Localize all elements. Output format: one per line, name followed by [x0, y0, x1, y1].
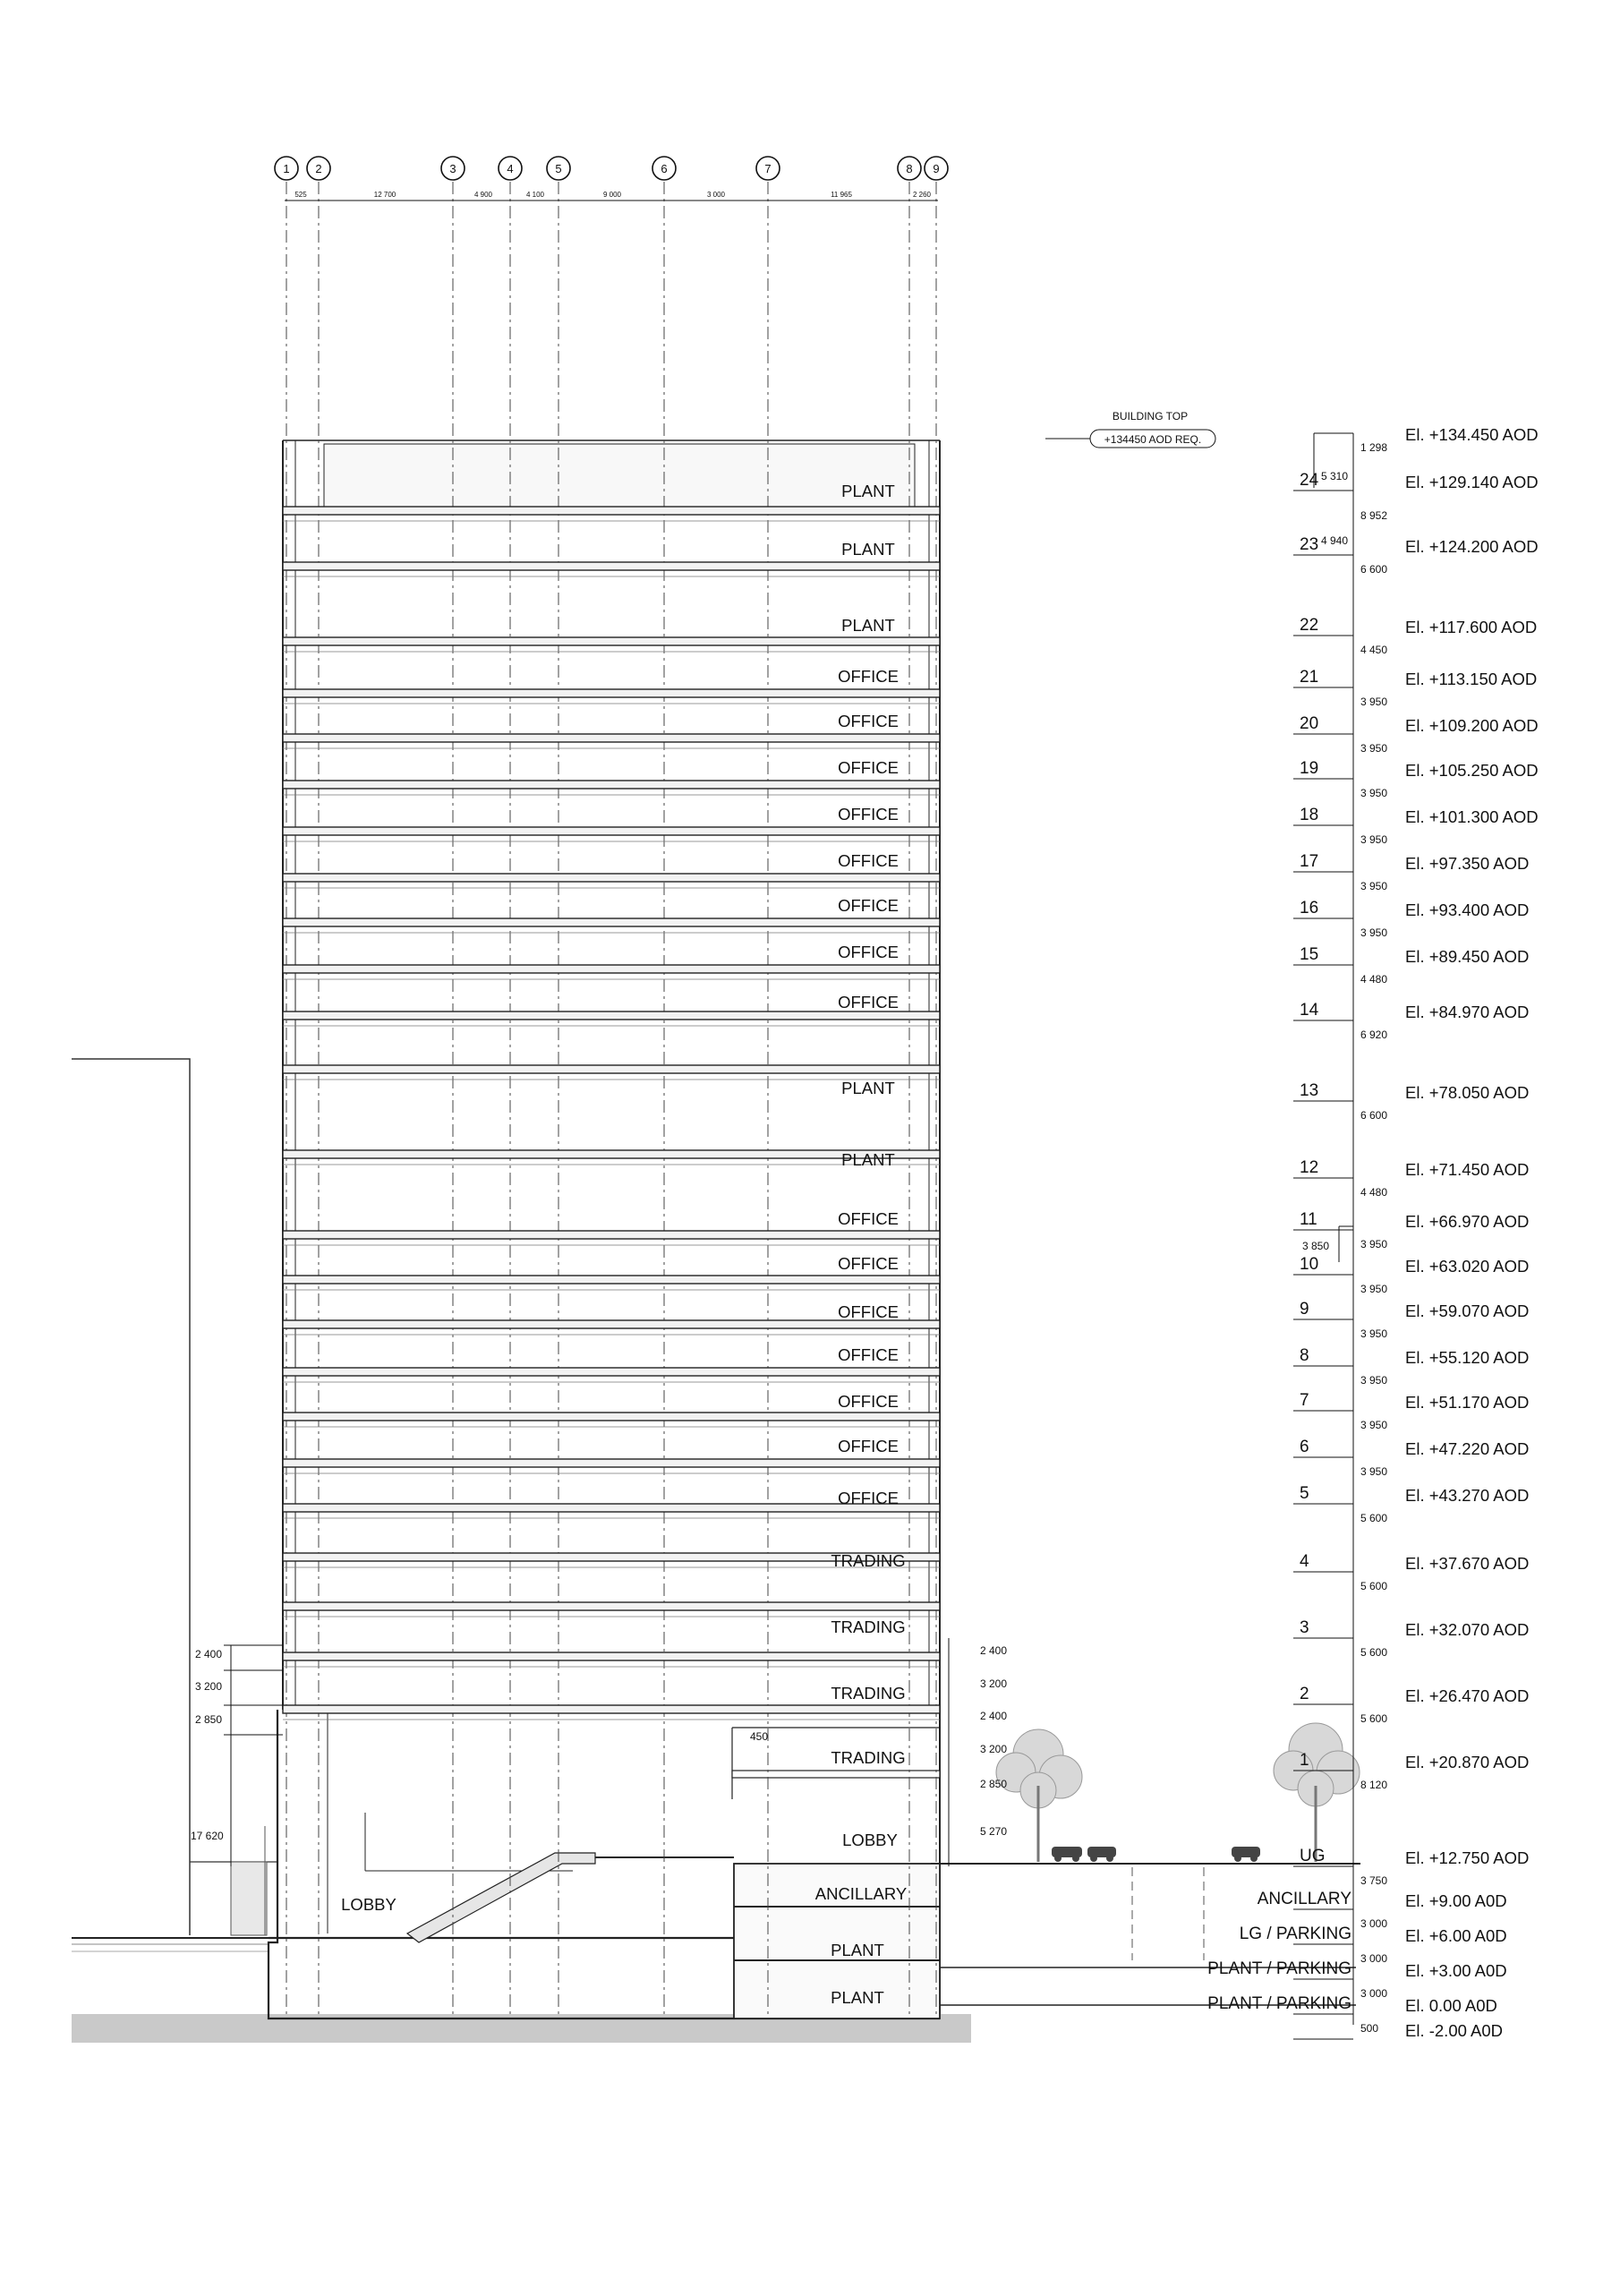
- grid-bubble: [275, 157, 298, 180]
- grid-bubble: [756, 157, 780, 180]
- site-context: [72, 1059, 1360, 2043]
- level-elevation: El. +66.970 AOD: [1405, 1212, 1530, 1231]
- podium-dim: 2 400: [980, 1710, 1008, 1722]
- level-dimension: 6 920: [1360, 1029, 1388, 1041]
- floor-slab: [283, 1065, 940, 1073]
- floor-slab: [283, 1602, 940, 1610]
- podium-dim: 3 200: [195, 1680, 223, 1693]
- svg-text:8: 8: [906, 162, 913, 175]
- car: [1087, 1847, 1116, 1862]
- space-label-office: OFFICE: [838, 712, 899, 730]
- space-label-office: OFFICE: [838, 805, 899, 824]
- grid-bubbles: [275, 157, 948, 201]
- level-dimension: 4 480: [1360, 1186, 1388, 1199]
- space-label-plant: PLANT: [841, 482, 895, 500]
- level-number: ANCILLARY: [1257, 1890, 1351, 1908]
- space-label-office: OFFICE: [838, 1392, 899, 1411]
- podium-dim: 17 620: [191, 1830, 224, 1842]
- level-number: PLANT / PARKING: [1207, 1959, 1351, 1978]
- space-label-lobby: LOBBY: [341, 1895, 396, 1914]
- level-number: 14: [1300, 1001, 1319, 1020]
- floor-slabs: [283, 507, 940, 1720]
- level-number: 13: [1300, 1081, 1319, 1100]
- level-dimension: 4 450: [1360, 644, 1388, 656]
- level-elevation: El. +3.00 A0D: [1405, 1961, 1507, 1980]
- level-elevation: El. +84.970 AOD: [1405, 1003, 1530, 1021]
- level-dimension: 8 120: [1360, 1779, 1388, 1791]
- level-dimension: 3 000: [1360, 1917, 1388, 1930]
- space-label-plant: PLANT: [841, 1150, 895, 1169]
- space-label-office: OFFICE: [838, 943, 899, 961]
- svg-text:9: 9: [933, 162, 940, 175]
- level-dimension: 3 950: [1360, 1283, 1388, 1295]
- grid-bubble: [307, 157, 330, 180]
- floor-slab: [283, 562, 940, 570]
- space-label-trading: TRADING: [831, 1617, 906, 1636]
- space-label-office: OFFICE: [838, 896, 899, 915]
- level-elevation: El. +97.350 AOD: [1405, 854, 1530, 873]
- podium-dim: 2 400: [980, 1644, 1008, 1657]
- grid-bubble: [898, 157, 921, 180]
- level-dimension: 500: [1360, 2022, 1379, 2035]
- grid-spacing: 11 965: [831, 191, 852, 199]
- level-number: 9: [1300, 1300, 1309, 1319]
- grid-bubble: [652, 157, 676, 180]
- grid-spacing: 3 000: [706, 191, 726, 199]
- podium-dim: 3 200: [980, 1743, 1008, 1755]
- level-dimension: 3 950: [1360, 1238, 1388, 1250]
- space-label-plant: PLANT: [831, 1941, 884, 1959]
- level-elevation: El. +89.450 AOD: [1405, 947, 1530, 966]
- building-top-title: BUILDING TOP: [1112, 410, 1189, 422]
- level-elevation: El. +9.00 A0D: [1405, 1891, 1507, 1910]
- grid-spacing: 9 000: [602, 191, 622, 199]
- floor-slab: [283, 1705, 940, 1713]
- dim-3850: 3 850: [1302, 1240, 1330, 1252]
- level-dimension: 5 600: [1360, 1712, 1388, 1725]
- dim-top: 1 298: [1360, 441, 1388, 454]
- grid-bubble: [441, 157, 465, 180]
- svg-text:7: 7: [764, 162, 772, 175]
- level-elevation: El. +71.450 AOD: [1405, 1160, 1530, 1179]
- level-number: 18: [1300, 806, 1319, 824]
- level-elevation: El. +124.200 AOD: [1405, 537, 1539, 556]
- level-number: 6: [1300, 1438, 1309, 1456]
- grid-bubble: [499, 157, 522, 180]
- level-elevation: El. +109.200 AOD: [1405, 716, 1539, 735]
- level-elevation: El. +105.250 AOD: [1405, 761, 1539, 780]
- floor-slab: [283, 1011, 940, 1020]
- level-number: 1: [1300, 1751, 1309, 1770]
- adjacent-building: [72, 1059, 190, 1935]
- level-elevation: El. +32.070 AOD: [1405, 1620, 1530, 1639]
- level-dimension: 3 950: [1360, 1327, 1388, 1340]
- floor-slab: [283, 1368, 940, 1376]
- level-dimension: 3 000: [1360, 1952, 1388, 1965]
- level-dimension: 3 950: [1360, 833, 1388, 846]
- space-label-trading: TRADING: [831, 1551, 906, 1570]
- level-number: 11: [1300, 1210, 1317, 1229]
- level-elevation: El. +20.870 AOD: [1405, 1753, 1530, 1771]
- level-number: 3: [1300, 1618, 1309, 1637]
- podium-dim: 2 850: [980, 1778, 1008, 1790]
- grid-bubble: [547, 157, 570, 180]
- level-number: 21: [1300, 668, 1319, 687]
- level-number: 4: [1300, 1552, 1309, 1571]
- level-dimension: 5 600: [1360, 1512, 1388, 1524]
- space-label-plant: PLANT: [841, 616, 895, 635]
- space-label-office: OFFICE: [838, 758, 899, 777]
- floor-slab: [283, 1231, 940, 1239]
- svg-text:2: 2: [315, 162, 322, 175]
- floor-slab: [283, 918, 940, 926]
- podium-dim: 450: [750, 1730, 769, 1743]
- space-label-office: OFFICE: [838, 993, 899, 1011]
- grid-spacing: 12 700: [373, 191, 396, 199]
- level-dimension: 4 940: [1321, 534, 1349, 547]
- podium-dimensions-left: [191, 1645, 283, 1866]
- level-number: 20: [1300, 714, 1319, 733]
- building-top-note: [1045, 410, 1215, 448]
- level-number: 12: [1300, 1158, 1319, 1177]
- level-elevation: El. +134.450 AOD: [1405, 425, 1539, 444]
- level-dimension: 3 000: [1360, 1987, 1388, 2000]
- level-dimension: 4 480: [1360, 973, 1388, 986]
- level-dimension: 5 600: [1360, 1580, 1388, 1592]
- floor-slab: [283, 1413, 940, 1421]
- level-elevation: El. +113.150 AOD: [1405, 670, 1538, 688]
- level-elevation: El. +117.600 AOD: [1405, 618, 1538, 636]
- level-elevation: El. +12.750 AOD: [1405, 1848, 1530, 1867]
- svg-text:4: 4: [507, 162, 514, 175]
- level-dimension: 5 310: [1321, 470, 1349, 482]
- floor-slab: [283, 689, 940, 697]
- space-label-office: OFFICE: [838, 1489, 899, 1507]
- podium-dim: 5 270: [980, 1825, 1008, 1838]
- grid-spacing: 525: [294, 191, 307, 199]
- level-number: 17: [1300, 852, 1319, 871]
- floor-slab: [283, 1459, 940, 1467]
- level-dimension: 3 950: [1360, 1419, 1388, 1431]
- space-label-trading: TRADING: [831, 1748, 906, 1767]
- floor-slab: [283, 1276, 940, 1284]
- level-elevation: El. +6.00 A0D: [1405, 1926, 1507, 1945]
- floor-slab: [283, 827, 940, 835]
- space-label-office: OFFICE: [838, 1254, 899, 1273]
- space-label-office: OFFICE: [838, 1345, 899, 1364]
- space-label-plant: PLANT: [831, 1988, 884, 2007]
- level-dimension: 6 600: [1360, 563, 1388, 576]
- space-label-office: OFFICE: [838, 851, 899, 870]
- svg-text:1: 1: [283, 162, 290, 175]
- podium-dim: 2 850: [195, 1713, 223, 1726]
- escalator: [407, 1853, 595, 1942]
- level-dimension: 6 600: [1360, 1109, 1388, 1122]
- space-label-lobby: LOBBY: [842, 1831, 898, 1849]
- space-label-plant: PLANT: [841, 1079, 895, 1097]
- level-dimension: 5 600: [1360, 1646, 1388, 1659]
- floor-slab: [283, 734, 940, 742]
- level-number: UG: [1300, 1847, 1326, 1865]
- space-label-trading: TRADING: [831, 1684, 906, 1703]
- floor-slab: [283, 1320, 940, 1328]
- level-elevation: El. -2.00 A0D: [1405, 2021, 1504, 2040]
- dim-8952: 8 952: [1360, 509, 1388, 522]
- level-number: 19: [1300, 759, 1319, 778]
- level-elevation: El. +59.070 AOD: [1405, 1302, 1530, 1320]
- grid-spacing: 4 900: [473, 191, 493, 199]
- floor-slab: [283, 965, 940, 973]
- level-number: 15: [1300, 945, 1319, 964]
- level-elevation: El. +93.400 AOD: [1405, 900, 1530, 919]
- level-number: 16: [1300, 899, 1319, 918]
- space-label-plant: PLANT: [841, 540, 895, 559]
- level-elevation: El. +101.300 AOD: [1405, 807, 1539, 826]
- level-elevation: El. +51.170 AOD: [1405, 1393, 1530, 1412]
- tree: [996, 1729, 1082, 1862]
- grid-spacing: 4 100: [525, 191, 545, 199]
- level-number: 22: [1300, 616, 1319, 635]
- building-top-value: +134450 AOD REQ.: [1104, 433, 1202, 446]
- level-rows: [1207, 425, 1538, 2040]
- floor-slab: [283, 1652, 940, 1660]
- car: [1052, 1847, 1082, 1862]
- level-number: PLANT / PARKING: [1207, 1994, 1351, 2013]
- grid-spacing: 2 260: [912, 191, 932, 199]
- level-dimension: 3 950: [1360, 880, 1388, 892]
- level-dimension: 3 950: [1360, 1465, 1388, 1478]
- level-number: 23: [1300, 535, 1319, 554]
- space-label-office: OFFICE: [838, 1209, 899, 1228]
- level-elevation: El. +63.020 AOD: [1405, 1257, 1530, 1276]
- level-number: 5: [1300, 1484, 1309, 1503]
- floor-slab: [283, 507, 940, 515]
- svg-text:6: 6: [661, 162, 668, 175]
- space-label-office: OFFICE: [838, 667, 899, 686]
- level-elevation: El. +37.670 AOD: [1405, 1554, 1530, 1573]
- level-dimension: 3 950: [1360, 926, 1388, 939]
- level-dimension: 3 950: [1360, 1374, 1388, 1387]
- tree: [1274, 1723, 1360, 1862]
- level-number: 8: [1300, 1346, 1309, 1365]
- level-number: 7: [1300, 1391, 1309, 1410]
- floor-slab: [283, 637, 940, 645]
- svg-text:3: 3: [449, 162, 456, 175]
- floor-slab: [283, 874, 940, 882]
- level-dimension: 3 950: [1360, 742, 1388, 755]
- svg-text:5: 5: [555, 162, 562, 175]
- level-dimension: 3 950: [1360, 696, 1388, 708]
- space-label-office: OFFICE: [838, 1437, 899, 1455]
- level-elevation: El. +26.470 AOD: [1405, 1686, 1530, 1705]
- space-labels: [831, 482, 905, 1767]
- level-elevation: El. +78.050 AOD: [1405, 1083, 1530, 1102]
- level-elevation: El. +129.140 AOD: [1405, 473, 1539, 491]
- car: [1232, 1847, 1260, 1862]
- level-dimension: 3 950: [1360, 787, 1388, 799]
- level-number: 2: [1300, 1685, 1309, 1703]
- podium-dim: 2 400: [195, 1648, 223, 1660]
- level-number: LG / PARKING: [1239, 1925, 1351, 1943]
- level-elevation: El. 0.00 A0D: [1405, 1996, 1497, 2015]
- level-number: 10: [1300, 1255, 1319, 1274]
- floor-slab: [283, 781, 940, 789]
- level-number: 24: [1300, 471, 1319, 490]
- grid-bubble: [925, 157, 948, 180]
- space-label-office: OFFICE: [838, 1302, 899, 1321]
- podium-dim: 3 200: [980, 1677, 1008, 1690]
- level-dimension: 3 750: [1360, 1874, 1388, 1887]
- space-label-ancillary: ANCILLARY: [814, 1884, 908, 1903]
- level-elevation: El. +47.220 AOD: [1405, 1439, 1530, 1458]
- level-elevation: El. +55.120 AOD: [1405, 1348, 1530, 1367]
- level-elevation: El. +43.270 AOD: [1405, 1486, 1530, 1505]
